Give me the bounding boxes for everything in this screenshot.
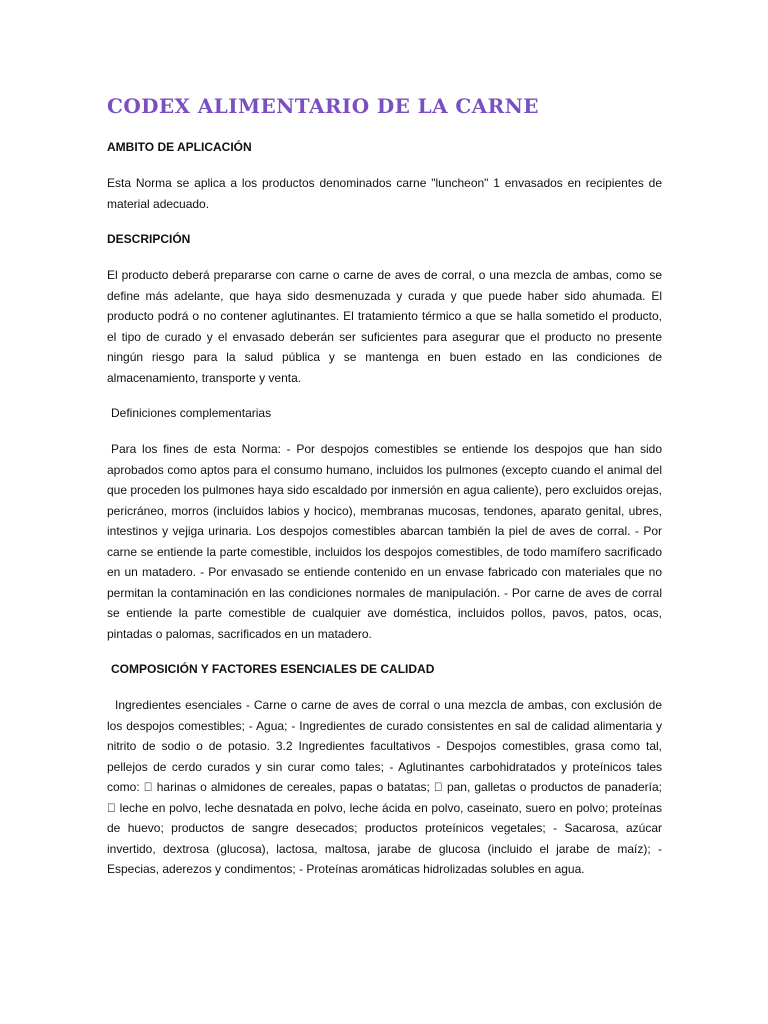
- section-paragraph-ambito: Esta Norma se aplica a los productos denominados carne "luncheon" 1 envasados en recipientes de material adecuado.: [107, 176, 662, 211]
- section-paragraph-definiciones: Para los fines de esta Norma: - Por despojos comestibles se entiende los despojos que han sido aprobados como aptos para el consumo humano, incluidos los pulmones (excepto cuando el animal del que proceden los pulmones haya sido escaldado por inmersión en agua caliente), pero excluidos orejas, pericráneo, morros (incluidos labios y hocico), membranas mucosas, tendones, aparato genital, ubres, intestinos y vejiga urinaria. Los despojos comestibles abarcan también la piel de aves de corral. - Por carne se entiende la parte comestible, incluidos los despojos comestibles, de todo mamífero sacrificado en un matadero. - Por envasado se entiende contenido en un envase fabricado con materiales que no permitan la contaminación en las condiciones normales de manipulación. - Por carne de aves de corral se entiende la parte comestible de cualquier ave doméstica, incluidos pollos, pavos, patos, ocas, pintadas o palomas, sacrificados en un matadero.: [107, 442, 663, 641]
- section-heading-composicion: COMPOSICIÓN Y FACTORES ESENCIALES DE CALIDAD: [111, 662, 435, 676]
- section-heading-descripcion: DESCRIPCIÓN: [107, 232, 191, 246]
- document-body: [107, 94, 662, 896]
- section-paragraph-descripcion: El producto deberá prepararse con carne o carne de aves de corral, o una mezcla de ambas, como se define más adelante, que haya sido desmenuzada y curada y que puede haber sido ahumada. El producto podrá o no contener aglutinantes. El tratamiento térmico a que se halla sometido el producto, el tipo de curado y el envasado deberán ser suficientes para asegurar que el producto no presente ningún riesgo para la salud pública y se mantenga en buen estado en las condiciones de almacenamiento, transporte y venta.: [107, 268, 662, 385]
- section-paragraph-composicion: Ingredientes esenciales - Carne o carne de aves de corral o una mezcla de ambas, con exclusión de los despojos comestibles; - Agua; - Ingredientes de curado consistentes en sal de calidad alimentaria y nitrito de sodio o de potasio. 3.2 Ingredientes facultativos - Despojos comestibles, grasa como tal, pellejos de cerdo curados y sin curar como tales; - Aglutinantes carbohidratados y proteínicos tales como: harinas o almidones de cereales, papas o batatas; pan, galletas o productos de panadería; leche en polvo, leche desnatada en polvo, leche ácida en polvo, caseinato, suero en polvo; proteínas de huevo; productos de sangre desecados; productos proteínicos vegetales; - Sacarosa, azúcar invertido, dextrosa (glucosa), lactosa, maltosa, jarabe de glucosa (incluido el jarabe de maíz); - Especias, aderezos y condimentos; - Proteínas aromáticas hidrolizadas solubles en agua.: [107, 698, 662, 876]
- section-heading-ambito: AMBITO DE APLICACIÓN: [107, 140, 252, 154]
- section-heading-definiciones: Definiciones complementarias: [111, 406, 272, 420]
- document-title: CODEX ALIMENTARIO DE LA CARNE: [107, 94, 539, 118]
